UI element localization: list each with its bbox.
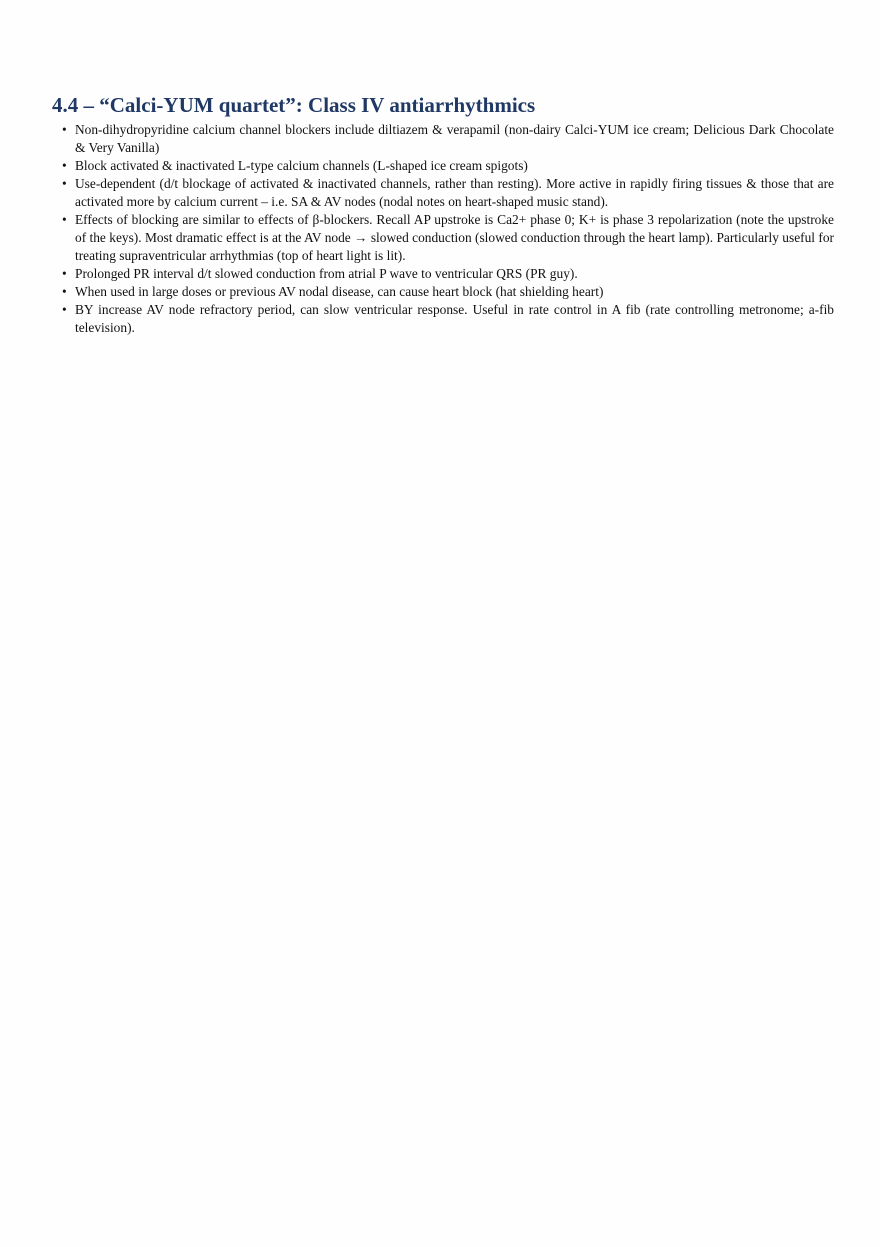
bullet-text: Non-dihydropyridine calcium channel blockers include diltiazem & verapamil (non-dairy Calci-YUM ice cream; Delicious Dark Chocolate & Very Vanilla) xyxy=(75,122,834,155)
list-item xyxy=(60,211,834,265)
bullet-text: Prolonged PR interval d/t slowed conduction from atrial P wave to ventricular QRS (PR guy). xyxy=(75,266,578,281)
bullet-icon: • xyxy=(62,302,67,317)
bullet-icon: • xyxy=(62,122,67,137)
bullet-text: BY increase AV node refractory period, can slow ventricular response. Useful in rate control in A fib (rate controlling metronome; a-fib television). xyxy=(75,302,834,335)
list-item xyxy=(60,121,834,157)
list-item xyxy=(60,283,834,301)
bullet-icon: • xyxy=(62,212,67,227)
section-title: 4.4 – “Calci-YUM quartet”: Class IV antiarrhythmics xyxy=(52,93,536,117)
list-item xyxy=(60,175,834,211)
bullet-icon: • xyxy=(62,158,67,173)
bullet-text: Block activated & inactivated L-type calcium channels (L-shaped ice cream spigots) xyxy=(75,158,528,173)
list-item xyxy=(60,157,834,175)
bullet-list xyxy=(60,121,834,337)
bullet-icon: • xyxy=(62,266,67,281)
bullet-text: When used in large doses or previous AV nodal disease, can cause heart block (hat shielding heart) xyxy=(75,284,604,299)
bullet-text: Effects of blocking are similar to effects of β-blockers. Recall AP upstroke is Ca2+ phase 0; K+ is phase 3 repolarization (note the upstroke of the keys). Most dramatic effect is at the AV node → slowed conduction (slowed conduction through the heart lamp). Particularly useful for treating supraventricular arrhythmias (top of heart light is lit). xyxy=(75,212,834,263)
bullet-icon: • xyxy=(62,176,67,191)
bullet-text: Use-dependent (d/t blockage of activated & inactivated channels, rather than resting). More active in rapidly firing tissues & those that are activated more by calcium current – i.e. SA & AV nodes (nodal notes on heart-shaped music stand). xyxy=(75,176,834,209)
list-item xyxy=(60,301,834,337)
bullet-icon: • xyxy=(62,284,67,299)
list-item xyxy=(60,265,834,283)
